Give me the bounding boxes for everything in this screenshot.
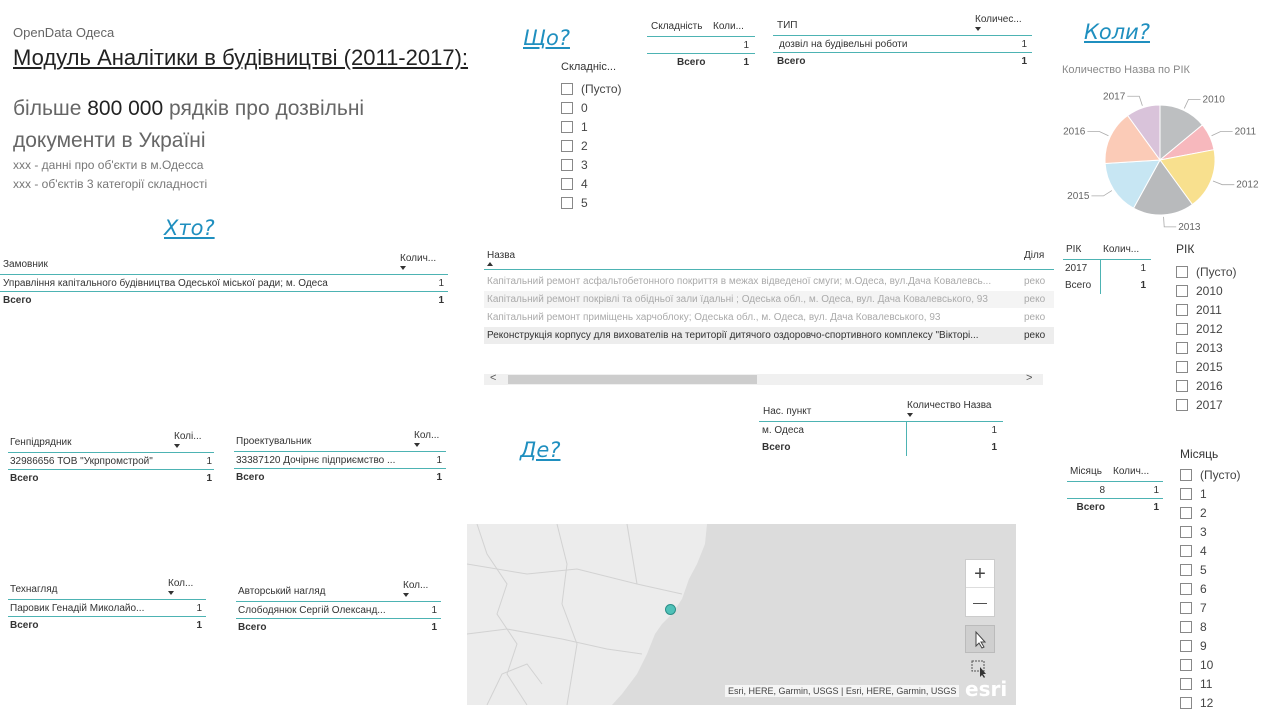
option-label: 1 — [1200, 486, 1207, 501]
column-header[interactable]: РІК — [1066, 244, 1082, 255]
column-header[interactable]: Генпідрядник — [10, 437, 72, 448]
cell: 33387120 Дочірнє підприємство ... — [236, 454, 396, 466]
checkbox[interactable] — [1176, 285, 1188, 297]
total-label: Всего — [236, 472, 265, 483]
complexity-option[interactable] — [561, 117, 641, 136]
cell: дозвіл на будівельні роботи — [779, 38, 908, 50]
item-extra: реко — [1024, 330, 1046, 341]
cell: 1 — [206, 455, 212, 467]
total-value: 1 — [196, 620, 202, 631]
month-slicer-title: Місяць — [1180, 447, 1219, 461]
item-extra: реко — [1024, 294, 1046, 305]
total-row — [1063, 277, 1151, 294]
table-header — [1067, 460, 1163, 482]
table-row[interactable] — [647, 37, 755, 54]
author-supervision-table — [236, 580, 441, 636]
option-label: 6 — [1200, 581, 1207, 596]
checkbox[interactable] — [1176, 304, 1188, 316]
scroll-right-arrow[interactable]: > — [1026, 372, 1033, 384]
item-name: Реконструкція корпусу для вихователів на території дитячого оздоровчо-спортивного комплексу "Вікторі... — [487, 330, 979, 341]
total-row — [8, 470, 214, 487]
checkbox[interactable] — [1180, 488, 1192, 500]
cursor-arrow-icon — [966, 626, 994, 652]
pie-chart-title: Количество Назва по РІК — [1062, 64, 1190, 76]
pie-leader-line — [1164, 217, 1177, 227]
checkbox[interactable] — [1180, 640, 1192, 652]
cell: 1 — [1140, 263, 1146, 274]
pie-leader-line — [1127, 96, 1142, 106]
year-option[interactable] — [1176, 319, 1256, 338]
lead-text-line2: документи в Україні — [13, 129, 206, 152]
total-value: 1 — [1140, 280, 1146, 291]
column-header[interactable]: Коли... — [713, 21, 744, 32]
total-value: 1 — [431, 622, 437, 633]
column-header[interactable]: Складність — [651, 21, 703, 32]
section-who-heading: Хто? — [164, 216, 215, 240]
table-header — [1063, 238, 1151, 260]
pie-label: 2016 — [1063, 126, 1086, 138]
checkbox[interactable] — [561, 102, 573, 114]
column-header-label: Назва — [487, 250, 516, 261]
total-row — [773, 53, 1032, 70]
zoom-in-button[interactable]: + — [966, 560, 994, 588]
checkbox[interactable] — [1180, 526, 1192, 538]
pie-label: 2015 — [1067, 190, 1090, 202]
checkbox[interactable] — [1176, 342, 1188, 354]
month-option[interactable] — [1180, 465, 1260, 484]
cell: 1 — [1153, 484, 1159, 496]
table-row[interactable] — [234, 452, 446, 469]
cell: м. Одеса — [759, 422, 907, 439]
option-label: 2 — [581, 138, 588, 153]
table-header — [8, 578, 206, 600]
year-option[interactable] — [1176, 338, 1256, 357]
cell: 1 — [438, 277, 444, 289]
lead-number: 800 000 — [87, 97, 164, 120]
month-option[interactable] — [1180, 598, 1260, 617]
column-header[interactable]: Проектувальник — [236, 436, 312, 447]
list-item[interactable] — [484, 309, 1054, 326]
checkbox[interactable] — [561, 159, 573, 171]
total-value: 1 — [743, 57, 749, 68]
list-item[interactable] — [484, 327, 1054, 344]
total-value: 1 — [438, 295, 444, 306]
year-option[interactable] — [1176, 262, 1256, 281]
option-label: 3 — [1200, 524, 1207, 539]
cell: 2017 — [1063, 260, 1101, 277]
column-header[interactable]: Діля — [1024, 250, 1045, 261]
option-label: 2016 — [1196, 378, 1223, 393]
column-header[interactable]: Технагляд — [10, 584, 58, 595]
option-label: 2017 — [1196, 397, 1223, 412]
option-label: 10 — [1200, 657, 1214, 672]
total-value: 1 — [1021, 56, 1027, 67]
column-header[interactable]: Місяць — [1070, 466, 1102, 477]
month-option[interactable] — [1180, 655, 1260, 674]
total-label: Всего — [10, 473, 39, 484]
option-label: 1 — [581, 119, 588, 134]
year-option[interactable] — [1176, 395, 1256, 414]
cell: 1 — [196, 602, 202, 614]
pie-leader-line — [1087, 131, 1108, 135]
checkbox[interactable] — [1180, 507, 1192, 519]
month-option[interactable] — [1180, 541, 1260, 560]
designer-table — [234, 430, 446, 486]
option-label: 7 — [1200, 600, 1207, 615]
type-table — [773, 14, 1032, 70]
sort-down-icon — [403, 593, 409, 597]
option-label: 5 — [1200, 562, 1207, 577]
column-header-wrap[interactable] — [975, 14, 1032, 31]
column-header-wrap[interactable] — [168, 578, 206, 595]
sort-up-icon — [487, 262, 493, 266]
column-header-wrap[interactable] — [403, 580, 441, 597]
table-header — [8, 431, 214, 453]
item-name: Капітальний ремонт покрівлі та обідньої зали їдальні ; Одеська обл., м. Одеса, вул. Дача Ковалевського, 93 — [487, 294, 988, 305]
total-label: Всего — [10, 620, 39, 631]
option-label: 2 — [1200, 505, 1207, 520]
total-row — [759, 439, 1003, 456]
column-header: Колич... — [400, 253, 437, 264]
checkbox[interactable] — [561, 197, 573, 209]
year-option[interactable] — [1176, 357, 1256, 376]
option-label: 5 — [581, 195, 588, 210]
table-row[interactable] — [236, 602, 441, 619]
checkbox[interactable] — [561, 140, 573, 152]
year-table — [1063, 238, 1151, 294]
month-option[interactable] — [1180, 503, 1260, 522]
checkbox[interactable] — [1180, 469, 1192, 481]
table-row[interactable] — [773, 36, 1032, 53]
option-label: 2015 — [1196, 359, 1223, 374]
option-label: 4 — [581, 176, 588, 191]
table-header — [236, 580, 441, 602]
item-name: Капітальний ремонт приміщень харчоблоку; Одеська обл., м. Одеса, вул. Дача Ковалевського, 93 — [487, 312, 941, 323]
table-header — [0, 253, 448, 275]
item-extra: реко — [1024, 312, 1046, 323]
pie-label: 2012 — [1236, 179, 1259, 191]
name-list-header — [484, 250, 1054, 270]
column-header[interactable]: Колич... — [1113, 466, 1150, 477]
total-label: Всего — [777, 56, 806, 67]
total-label: Всего — [677, 57, 706, 68]
complexity-option[interactable] — [561, 98, 641, 117]
option-label: 4 — [1200, 543, 1207, 558]
horizontal-scrollbar[interactable] — [484, 374, 1043, 385]
column-header[interactable]: Замовник — [3, 259, 48, 270]
month-option[interactable] — [1180, 693, 1260, 712]
column-header: Количес... — [975, 14, 1022, 25]
month-option[interactable] — [1180, 560, 1260, 579]
checkbox[interactable] — [1176, 380, 1188, 392]
map-basemap — [467, 524, 1016, 705]
month-option[interactable] — [1180, 617, 1260, 636]
month-option[interactable] — [1180, 579, 1260, 598]
column-header-wrap[interactable] — [907, 400, 1003, 417]
column-header[interactable]: Авторський нагляд — [238, 586, 326, 597]
complexity-option[interactable] — [561, 174, 641, 193]
sort-down-icon — [907, 413, 913, 417]
sort-down-icon — [168, 591, 174, 595]
complexity-slicer-title: Складніс... — [561, 61, 617, 73]
checkbox[interactable] — [561, 83, 573, 95]
pie-leader-line — [1184, 99, 1200, 108]
scroll-left-arrow[interactable]: < — [490, 372, 497, 384]
sort-down-icon — [400, 266, 406, 270]
page-title: Модуль Аналітики в будівництві (2011-2017): — [13, 45, 469, 70]
checkbox[interactable] — [1180, 545, 1192, 557]
table-header — [759, 400, 1003, 422]
month-option[interactable] — [1180, 522, 1260, 541]
table-row[interactable] — [1067, 482, 1163, 499]
column-header[interactable]: ТИП — [777, 20, 798, 31]
total-value: 1 — [206, 473, 212, 484]
table-header — [773, 14, 1032, 36]
cell: 1 — [743, 39, 749, 51]
total-row — [8, 617, 206, 634]
total-value: 1 — [436, 472, 442, 483]
table-row[interactable] — [0, 275, 448, 292]
scrollbar-thumb[interactable] — [508, 375, 757, 384]
option-label: 8 — [1200, 619, 1207, 634]
pie-label: 2010 — [1202, 94, 1225, 106]
total-row — [236, 619, 441, 636]
cell: 1 — [1021, 38, 1027, 50]
checkbox[interactable] — [1180, 621, 1192, 633]
year-option[interactable] — [1176, 376, 1256, 395]
column-header: Кол... — [414, 430, 440, 441]
select-pointer-button[interactable] — [965, 625, 995, 653]
total-row — [647, 54, 755, 71]
checkbox[interactable] — [1180, 564, 1192, 576]
month-option[interactable] — [1180, 636, 1260, 655]
total-value: 1 — [1153, 502, 1159, 513]
pie-leader-line — [1213, 181, 1234, 185]
zoom-out-button[interactable]: — — [973, 594, 987, 610]
table-row[interactable] — [8, 453, 214, 470]
list-item[interactable] — [484, 273, 1054, 290]
note-odesa: ххх - данні про об'єкти в м.Одесса — [13, 158, 204, 172]
table-header — [234, 430, 446, 452]
item-extra: реко — [1024, 276, 1046, 287]
cell: Слободянюк Сергій Олександ... — [238, 604, 386, 616]
total-label: Всего — [3, 295, 32, 306]
option-label: 2010 — [1196, 283, 1223, 298]
section-where-heading: Де? — [520, 438, 561, 462]
option-label: 3 — [581, 157, 588, 172]
checkbox[interactable] — [561, 121, 573, 133]
lead-prefix: більше — [13, 97, 88, 120]
checkbox[interactable] — [1176, 399, 1188, 411]
brand-label: OpenData Одеса — [13, 25, 115, 40]
map-attribution: Esri, HERE, Garmin, USGS | Esri, HERE, Garmin, USGS — [725, 685, 959, 697]
checkbox[interactable] — [1180, 697, 1192, 709]
table-row[interactable] — [1063, 260, 1151, 277]
column-header: Кол... — [403, 580, 429, 591]
tech-supervision-table — [8, 578, 206, 634]
column-header[interactable]: Колич... — [1103, 244, 1140, 255]
total-label: Всего — [759, 439, 907, 456]
cell: Управління капітального будівництва Одеської міської ради; м. Одеса — [3, 277, 328, 289]
year-slicer — [1176, 242, 1256, 414]
column-header: Кол... — [168, 578, 194, 589]
lead-suffix: рядків про дозвільні — [163, 97, 365, 120]
item-name: Капітальний ремонт асфальтобетонного покриття в межах відведеної смуги; м.Одеса, вул.Дача Ковалевсь... — [487, 276, 992, 287]
sort-down-icon — [414, 443, 420, 447]
checkbox[interactable] — [1180, 678, 1192, 690]
total-row — [1067, 499, 1163, 516]
customer-table — [0, 253, 448, 309]
option-label: (Пусто) — [1196, 264, 1237, 279]
map-location-marker[interactable] — [665, 604, 676, 615]
column-header: Колі... — [174, 431, 202, 442]
cell: 1 — [436, 454, 442, 466]
month-table — [1067, 460, 1163, 516]
cell: Паровик Генадій Миколайо... — [10, 602, 145, 614]
pie-chart — [1062, 80, 1262, 240]
pie-leader-line — [1091, 191, 1111, 196]
column-header[interactable] — [484, 250, 1024, 269]
map-view[interactable] — [467, 524, 1016, 705]
cell: 32986656 ТОВ "Укрпромстрой" — [10, 455, 153, 467]
total-label: Всего — [238, 622, 267, 633]
complexity-option[interactable] — [561, 79, 641, 98]
option-label: 9 — [1200, 638, 1207, 653]
pie-leader-line — [1212, 131, 1233, 135]
lead-text — [13, 97, 364, 121]
checkbox[interactable] — [1176, 323, 1188, 335]
option-label: (Пусто) — [581, 81, 622, 96]
total-row — [0, 292, 448, 309]
cell: 8 — [1099, 484, 1105, 496]
option-label: 2013 — [1196, 340, 1223, 355]
pie-label: 2017 — [1103, 91, 1126, 103]
column-header-wrap[interactable] — [414, 430, 446, 447]
month-option[interactable] — [1180, 674, 1260, 693]
option-label: 2011 — [1196, 302, 1222, 317]
checkbox[interactable] — [1180, 583, 1192, 595]
option-label: 11 — [1200, 676, 1213, 691]
table-header — [647, 15, 755, 37]
esri-logo: esri — [965, 677, 1008, 701]
column-header-wrap[interactable] — [174, 431, 214, 448]
checkbox[interactable] — [1176, 361, 1188, 373]
column-header: Количество Назва — [907, 400, 992, 411]
year-option[interactable] — [1176, 281, 1256, 300]
year-option[interactable] — [1176, 300, 1256, 319]
general-contractor-table — [8, 431, 214, 487]
cell: 1 — [431, 604, 437, 616]
table-row[interactable] — [759, 422, 1003, 439]
sort-down-icon — [174, 444, 180, 448]
option-label: 0 — [581, 100, 588, 115]
checkbox[interactable] — [1180, 659, 1192, 671]
option-label: (Пусто) — [1200, 467, 1241, 482]
cell: 1 — [991, 425, 997, 436]
total-row — [234, 469, 446, 486]
checkbox[interactable] — [1176, 266, 1188, 278]
complexity-option[interactable] — [561, 136, 641, 155]
column-header[interactable]: Нас. пункт — [763, 406, 812, 417]
zoom-control — [965, 559, 995, 617]
sort-down-icon — [975, 27, 981, 31]
total-label: Всего — [1063, 277, 1101, 294]
complexity-table — [647, 15, 755, 71]
list-item[interactable] — [484, 291, 1054, 308]
complexity-option[interactable] — [561, 155, 641, 174]
month-slicer — [1180, 447, 1260, 712]
total-label: Всего — [1076, 502, 1105, 513]
option-label: 12 — [1200, 695, 1214, 710]
pie-label: 2011 — [1234, 126, 1257, 138]
column-header-wrap[interactable] — [400, 253, 444, 270]
table-row[interactable] — [8, 600, 206, 617]
pie-label: 2013 — [1178, 221, 1201, 233]
section-when-heading: Коли? — [1084, 20, 1150, 44]
month-option[interactable] — [1180, 484, 1260, 503]
complexity-option[interactable] — [561, 193, 641, 212]
checkbox[interactable] — [1180, 602, 1192, 614]
checkbox[interactable] — [561, 178, 573, 190]
total-value: 1 — [991, 442, 997, 453]
complexity-slicer — [561, 61, 641, 212]
settlement-table — [759, 400, 1003, 456]
section-what-heading: Що? — [523, 26, 570, 50]
option-label: 2012 — [1196, 321, 1223, 336]
note-category: ххх - об'єктів 3 категорії складності — [13, 177, 208, 191]
year-slicer-title: РІК — [1176, 242, 1195, 256]
